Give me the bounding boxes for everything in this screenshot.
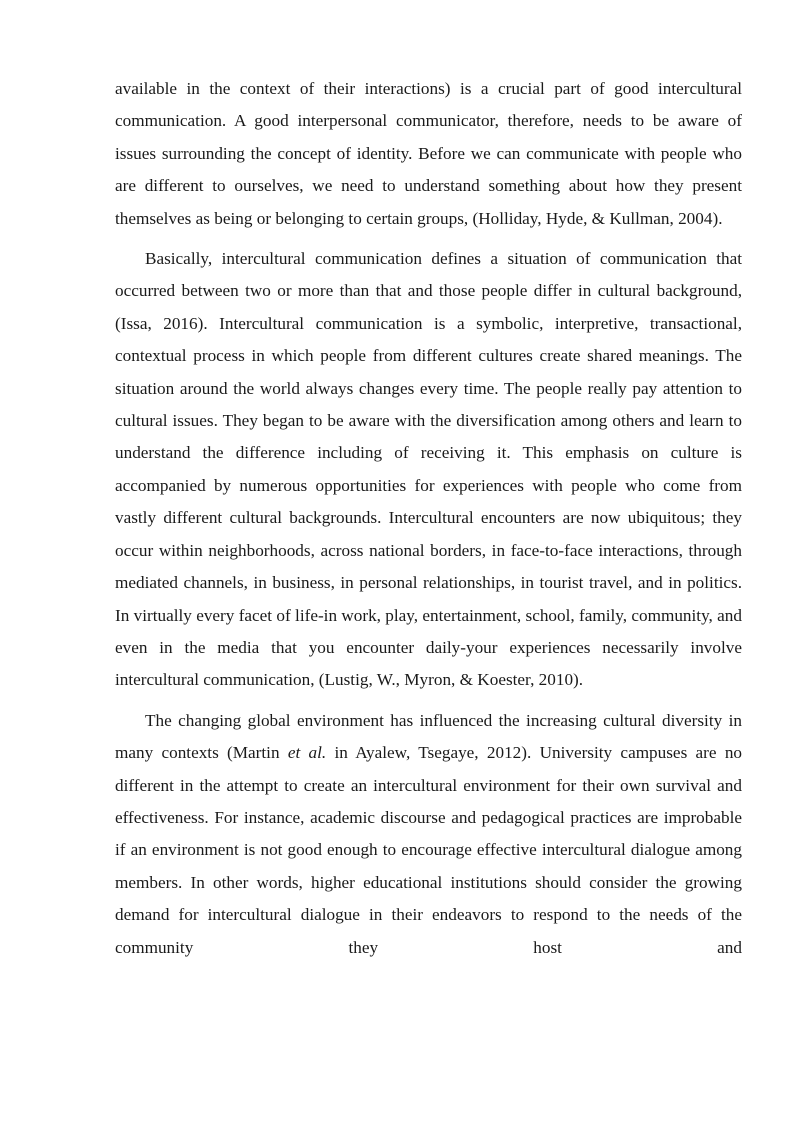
paragraph-2: Basically, intercultural communication defines a situation of communication that occurred between two or more than that and those people differ in cultural background, (Issa, 2016). Intercultural communication is a symbolic, interpretive, transactional, contextual process in which people from different cultures create shared meanings. The situation around the world always changes every time. The people really pay attention to cultural issues. They began to be aware with the diversification among others and learn to understand the difference including of receiving it. This emphasis on culture is accompanied by numerous opportunities for experiences with people who come from vastly different cultural backgrounds. Intercultural encounters are now ubiquitous; they occur within neighborhoods, across national borders, in face-to-face interactions, through mediated channels, in business, in personal relationships, in tourist travel, and in politics. In virtually every facet of life-in work, play, entertainment, school, family, community, and even in the media that you encounter daily-your experiences necessarily involve intercultural communication, (Lustig, W., Myron, & Koester, 2010).	[115, 249, 742, 690]
paragraph-3-text-end: in Ayalew, Tsegaye, 2012). University campuses are no different in the attempt to create an intercultural environment for their own survival and effectiveness. For instance, academic discourse and pedagogical practices are improbable if an environment is not good enough to encourage effective intercultural dialogue among members. In other words, higher educational institutions should consider the growing demand for intercultural dialogue in their endeavors to respond to the needs of the community they host and	[115, 743, 743, 957]
paragraph-1: available in the context of their interactions) is a crucial part of good intercultural communication. A good interpersonal communicator, therefore, needs to be aware of issues surrounding the concept of identity. Before we can communicate with people who are different to ourselves, we need to understand something about how they present themselves as being or belonging to certain groups, (Holliday, Hyde, & Kullman, 2004).	[115, 79, 742, 228]
paragraph-3	[115, 705, 742, 964]
document-page	[115, 73, 742, 972]
paragraph-3-text-start: The changing global environment has influenced the increasing cultural diversity in many contexts (Martin	[115, 710, 742, 763]
paragraph-3-italic-term: et al.	[287, 743, 327, 763]
